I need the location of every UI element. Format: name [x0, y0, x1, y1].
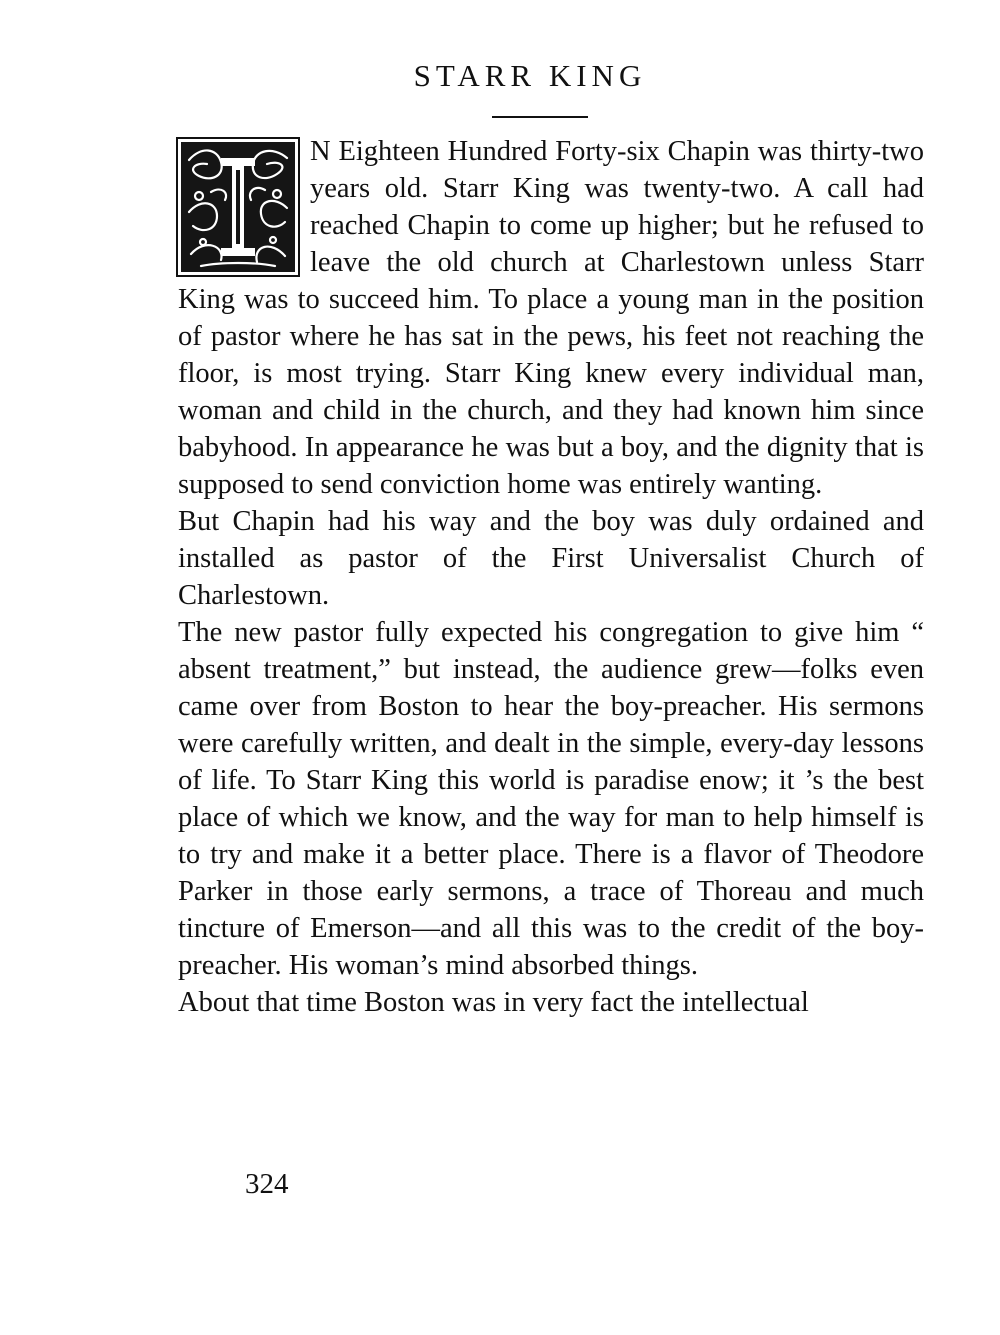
paragraph: The new pastor fully expected his congregation to give him “ absent treatment,” but instead, the audience grew—folks even came over from Boston to hear the boy-preacher. His sermons were carefully written, and dealt in the simple, every-day lessons of life. To Starr King this world is paradise enow; it ’s the best place of which we know, and the way for man to help himself is to try and make it a better place. There is a flavor of Theodore Parker in those early sermons, a trace of Thoreau and much tincture of Emerson—and all this was to the credit of the boy-preacher. His woman’s mind absorbed things.	[178, 617, 924, 981]
header-rule	[492, 116, 588, 118]
ornamental-initial-i-icon	[176, 137, 300, 277]
paragraph: About that time Boston was in very fact the intellectual	[178, 987, 809, 1018]
page-number: 324	[245, 1168, 289, 1200]
running-title: STARR KING	[413, 58, 647, 93]
paragraph: But Chapin had his way and the boy was duly ordained and installed as pastor of the First Universalist Church of Charlestown.	[178, 506, 924, 611]
paragraph: N Eighteen Hundred Forty-six Chapin was thirty-two years old. Starr King was twenty-two. A call had reached Chapin to come up higher; but he refused to leave the old church at Charlestown unless Starr King was to succeed him. To place a young man in the position of pastor where he has sat in the pews, his feet not reaching the floor, is most trying. Starr King knew every individual man, woman and child in the church, and they had known him since babyhood. In appearance he was but a boy, and the dignity that is supposed to send conviction home was entirely wanting.	[178, 136, 924, 500]
body-text	[178, 133, 924, 1021]
